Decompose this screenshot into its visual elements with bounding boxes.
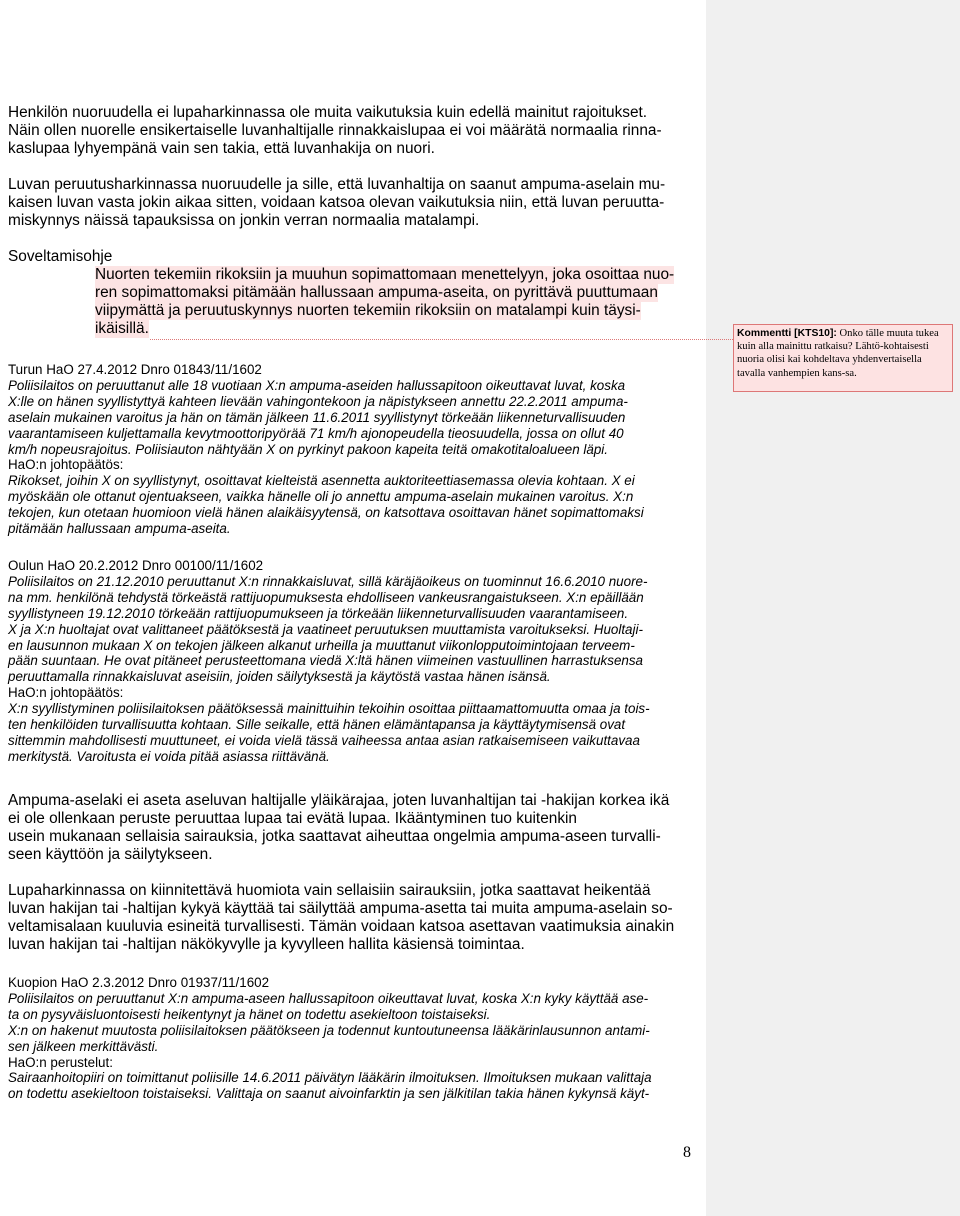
case-title: Kuopion HaO 2.3.2012 Dnro 01937/11/1602 <box>8 975 270 990</box>
case-line: on todettu asekieltoon toistaiseksi. Valittaja on saanut aivoinfarktin ja sen jälkitilan takia hänen kykynsä käyt- <box>8 1086 650 1102</box>
highlighted-text: Nuorten tekemiin rikoksiin ja muuhun sopimattomaan menettelyyn, joka osoittaa nuo- <box>95 266 675 283</box>
comment-balloon[interactable] <box>733 324 953 392</box>
case-title: Oulun HaO 20.2.2012 Dnro 00100/11/1602 <box>8 558 264 573</box>
text-line: kaisen luvan vasta jokin aikaa sitten, voidaan katsoa olevan vaikutuksia niin, että luvan peruutta- <box>8 194 665 211</box>
text-line: luvan hakijan tai -haltijan kykyä käyttää tai säilyttää ampuma-asetta tai muita ampuma-aselain so- <box>8 900 673 917</box>
text-line: seen käyttöön ja säilytykseen. <box>8 846 213 863</box>
case-line: tekojen, kun otetaan huomioon vielä hänen alaikäisyytensä, on katsottava osoittavan hänet sopimattomaksi <box>8 505 644 521</box>
case-line: Poliisilaitos on peruuttanut X:n ampuma-aseen hallussapitoon oikeuttavat luvat, koska X:n kyky käyttää ase- <box>8 990 649 1006</box>
case-oulu <box>8 558 698 765</box>
paragraph-youth-permit <box>8 104 698 158</box>
case-subheading: HaO:n johtopäätös: <box>8 685 124 701</box>
case-line: peruuttamalla rinnakkaisluvat aseisiin, joiden säilytyksestä ja käytöstä vastaa hänen isänsä. <box>8 669 551 685</box>
case-line: X ja X:n huoltajat ovat valittaneet päätöksestä ja vaatineet peruutuksen muuttamista varoitukseksi. Huoltaji- <box>8 621 643 637</box>
highlighted-text: ren sopimattomaksi pitämään hallussaan ampuma-aseita, on pyrittävä puuttumaan <box>95 284 658 301</box>
comment-margin-pane <box>706 0 960 1216</box>
guideline-highlight <box>95 266 698 338</box>
case-subheading: HaO:n perustelut: <box>8 1054 113 1070</box>
case-line: vaarantamiseen kuljettamalla kevytmoottoripyörää 71 km/h ajonopeudella tieosuudella, jossa on ollut 40 <box>8 425 624 441</box>
text-line: Lupaharkinnassa on kiinnitettävä huomiota vain sellaisiin sairauksiin, jotka saattavat heikentää <box>8 882 651 899</box>
text-line: kaslupaa lyhyempänä vain sen takia, että luvanhakija on nuori. <box>8 140 435 157</box>
highlighted-text: ikäisillä. <box>95 320 149 337</box>
case-line: km/h nopeusrajoitus. Poliisiauton nähtyään X on pyrkinyt pakoon kapeita teitä omakotitaloalueen läpi. <box>8 441 608 457</box>
paragraph-illness <box>8 882 698 954</box>
case-line: ta on pysyväisluontoisesti heikentynyt ja hänet on todettu asekieltoon toistaiseksi. <box>8 1006 491 1022</box>
text-line: veltamisalaan kuuluvia esineitä turvallisesti. Tämän voidaan katsoa asettavan vaatimuksia ainakin <box>8 918 675 935</box>
comment-connector-line <box>150 339 733 341</box>
guideline-heading: Soveltamisohje <box>8 248 113 265</box>
text-line: usein mukanaan sellaisia sairauksia, jotka saattavat aiheuttaa ongelmia ampuma-aseen turvalli- <box>8 828 661 845</box>
case-line: pään suuntaan. He ovat pitäneet perusteettomana viedä X:ltä hänen viimeinen vastuullinen harrastuksensa <box>8 653 643 669</box>
case-subheading: HaO:n johtopäätös: <box>8 457 124 473</box>
case-line: X:n syyllistyminen poliisilaitoksen päätöksessä mainittuihin tekoihin osoittaa piittaamattomuutta omaa ja tois- <box>8 701 650 717</box>
case-line: merkitystä. Varoitusta ei voida pitää asiassa riittävänä. <box>8 748 330 764</box>
case-line: syyllistyneen 19.12.2010 törkeään rattijuopumukseen ja törkeään liikenneturvallisuuden vaarantamiseen. <box>8 605 629 621</box>
comment-label: Kommentti [KTS10]: <box>737 328 837 339</box>
case-line: ten henkilöiden turvallisuutta kohtaan. Sille seikalle, että hänen elämäntapansa ja käyttäytymisensä ovat <box>8 717 626 733</box>
case-kuopio <box>8 975 698 1102</box>
case-line: en lausunnon mukaan X on tekojen jälkeen alkanut urheilla ja muuttanut viikonlopputoimintojaan terveem- <box>8 637 635 653</box>
text-line: Luvan peruutusharkinnassa nuoruudelle ja sille, että luvanhaltija on saanut ampuma-aselain mu- <box>8 176 666 193</box>
case-line: myöskään ole ottanut ojentuakseen, vaikka hänelle oli jo annettu ampuma-aselain mukainen varoitus. X:n <box>8 489 634 505</box>
case-line: sen jälkeen merkittävästi. <box>8 1038 159 1054</box>
page-number: 8 <box>683 1144 691 1161</box>
text-line: Ampuma-aselaki ei aseta aseluvan haltijalle yläikärajaa, joten luvanhaltijan tai -hakijan korkea ikä <box>8 792 670 809</box>
case-line: sittemmin mahdollisesti muuttuneet, ei voida vielä tässä vaiheessa antaa asian ratkaisemiseen vaikuttavaa <box>8 732 640 748</box>
paragraph-age-limit <box>8 792 698 864</box>
case-line: aselain mukainen varoitus ja hän on tämän jälkeen 11.6.2011 syyllistynyt törkeään liikenneturvallisuuden <box>8 409 626 425</box>
text-line: ei ole ollenkaan peruste peruuttaa lupaa tai evätä lupaa. Ikääntyminen tuo kuitenkin <box>8 810 577 827</box>
text-line: Henkilön nuoruudella ei lupaharkinnassa ole muita vaikutuksia kuin edellä mainitut rajoitukset. <box>8 104 648 121</box>
highlighted-text: viipymättä ja peruutuskynnys nuorten tekemiin rikoksiin on matalampi kuin täysi- <box>95 302 641 319</box>
comment-text: Onko tälle muuta tukea kuin alla mainittu ratkaisu? Lähtö-kohtaisesti nuoria olisi kai kohdeltava yhdenvertaisella tavalla vanhempien kans-sa. <box>737 328 939 379</box>
case-line: Poliisilaitos on peruuttanut alle 18 vuotiaan X:n ampuma-aseiden hallussapitoon oikeuttavat luvat, koska <box>8 377 626 393</box>
case-title: Turun HaO 27.4.2012 Dnro 01843/11/1602 <box>8 362 262 377</box>
case-line: X:n on hakenut muutosta poliisilaitoksen päätökseen ja todennut kuntoutuneensa lääkärinlausunnon antami- <box>8 1022 650 1038</box>
text-line: luvan hakijan tai -haltijan näkökyvylle ja kyvylleen hallita käsiensä toimintaa. <box>8 936 525 953</box>
case-line: Poliisilaitos on 21.12.2010 peruuttanut X:n rinnakkaisluvat, sillä käräjäoikeus on tuominnut 16.6.2010 nuore- <box>8 573 648 589</box>
case-turku <box>8 362 698 537</box>
case-line: Rikokset, joihin X on syyllistynyt, osoittavat kielteistä asennetta auktoriteettiasemassa olevia kohtaan. X ei <box>8 473 635 489</box>
case-line: X:lle on hänen syyllistyttyä kahteen lievään vahingontekoon ja näpistykseen annettu 22.2.2011 ampuma- <box>8 393 628 409</box>
paragraph-revocation-threshold <box>8 176 698 230</box>
case-line: Sairaanhoitopiiri on toimittanut poliisille 14.6.2011 päivätyn lääkärin ilmoituksen. Ilmoituksen mukaan valittaja <box>8 1070 652 1086</box>
text-line: miskynnys näissä tapauksissa on jonkin verran normaalia matalampi. <box>8 212 480 229</box>
text-line: Näin ollen nuorelle ensikertaiselle luvanhaltijalle rinnakkaislupaa ei voi määrätä normaalia rinna- <box>8 122 662 139</box>
case-line: pitämään hallussaan ampuma-aseita. <box>8 521 231 537</box>
case-line: na mm. henkilönä tehdystä törkeästä rattijuopumuksesta ehdolliseen vankeusrangaistukseen. X:n epäillään <box>8 589 644 605</box>
